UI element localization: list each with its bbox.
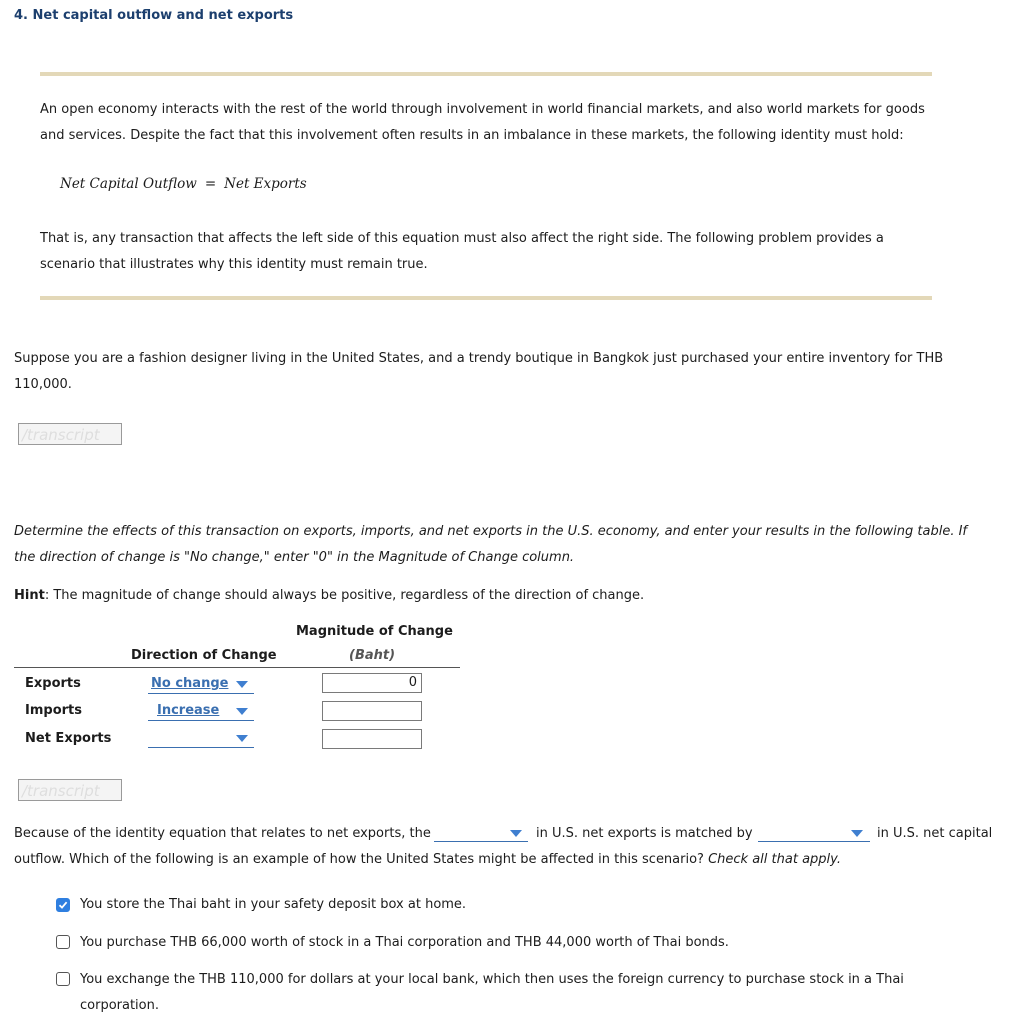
scenario-text: Suppose you are a fashion designer living in the United States, and a trendy boutique in Bangkok just purchased your entire inventory for THB 110,000.	[14, 351, 944, 392]
row-label-imports: Imports	[25, 703, 82, 718]
direction-dropdown-imports[interactable]	[148, 703, 254, 721]
direction-value-exports: No change	[151, 676, 229, 691]
chevron-down-icon	[510, 830, 522, 837]
check-all-instruction: Check all that apply.	[708, 852, 841, 867]
option-text-1: You store the Thai baht in your safety deposit box at home.	[80, 897, 467, 912]
magnitude-input-imports[interactable]	[322, 701, 422, 721]
option-checkbox-2[interactable]	[56, 935, 70, 949]
column-header-direction: Direction of Change	[131, 648, 277, 663]
intro-paragraph: An open economy interacts with the rest of the world through involvement in world financial markets, and also world markets for goods and services. Despite the fact that this involvement often results in an imbalance in these markets, the following identity must hold:	[40, 102, 925, 143]
option-checkbox-1[interactable]	[56, 898, 70, 912]
transcript-button[interactable]: /transcript	[18, 423, 122, 445]
identity-sentence-part1: Because of the identity equation that relates to net exports, the	[14, 826, 431, 841]
change-dropdown-net-capital-outflow[interactable]	[758, 826, 870, 842]
checkmark-icon	[58, 900, 68, 910]
chevron-down-icon	[236, 681, 248, 688]
identity-explanation: That is, any transaction that affects the left side of this equation must also affect the right side. The following problem provides a scenario that illustrates why this identity must remain true.	[40, 231, 884, 272]
row-label-exports: Exports	[25, 676, 81, 691]
change-dropdown-net-exports[interactable]	[434, 826, 528, 842]
hint-body: : The magnitude of change should always be positive, regardless of the direction of change.	[44, 588, 645, 603]
chevron-down-icon	[236, 708, 248, 715]
magnitude-input-net-exports[interactable]	[322, 729, 422, 749]
magnitude-input-exports[interactable]: 0	[322, 673, 422, 693]
column-header-magnitude: Magnitude of Change	[296, 624, 453, 639]
equation-right: Net Exports	[224, 176, 307, 192]
direction-dropdown-exports[interactable]	[148, 676, 254, 694]
transcript-button-2[interactable]: /transcript	[18, 779, 122, 801]
chevron-down-icon	[236, 735, 248, 742]
question-text: outflow. Which of the following is an example of how the United States might be affected in this scenario?	[14, 852, 704, 867]
direction-value-imports: Increase	[157, 703, 220, 718]
option-text-3: You exchange the THB 110,000 for dollars at your local bank, which then uses the foreign currency to purchase stock in a Thai corporation.	[80, 972, 904, 1013]
identity-sentence-part2: in U.S. net exports is matched by	[536, 826, 753, 841]
option-checkbox-3[interactable]	[56, 972, 70, 986]
instructions-text: Determine the effects of this transaction on exports, imports, and net exports in the U.S. economy, and enter your results in the following table. If the direction of change is "No change," enter "0" in the Magnitude of Change column.	[14, 524, 968, 565]
row-label-net-exports: Net Exports	[25, 731, 112, 746]
equation-operator: =	[204, 176, 217, 192]
identity-equation	[60, 176, 307, 192]
hint-label: Hint	[14, 588, 45, 603]
chevron-down-icon	[851, 830, 863, 837]
option-text-2: You purchase THB 66,000 worth of stock in a Thai corporation and THB 44,000 worth of Thai bonds.	[80, 935, 729, 950]
top-divider	[40, 72, 932, 76]
equation-left: Net Capital Outflow	[60, 176, 197, 192]
page-title: 4. Net capital outflow and net exports	[14, 8, 294, 23]
table-header-rule	[14, 667, 460, 668]
direction-dropdown-net-exports[interactable]	[148, 730, 254, 748]
bottom-divider	[40, 296, 932, 300]
column-header-unit: (Baht)	[349, 648, 396, 663]
identity-sentence-part4	[14, 852, 841, 867]
identity-sentence-part3: in U.S. net capital	[877, 826, 993, 841]
hint-text	[14, 583, 974, 609]
